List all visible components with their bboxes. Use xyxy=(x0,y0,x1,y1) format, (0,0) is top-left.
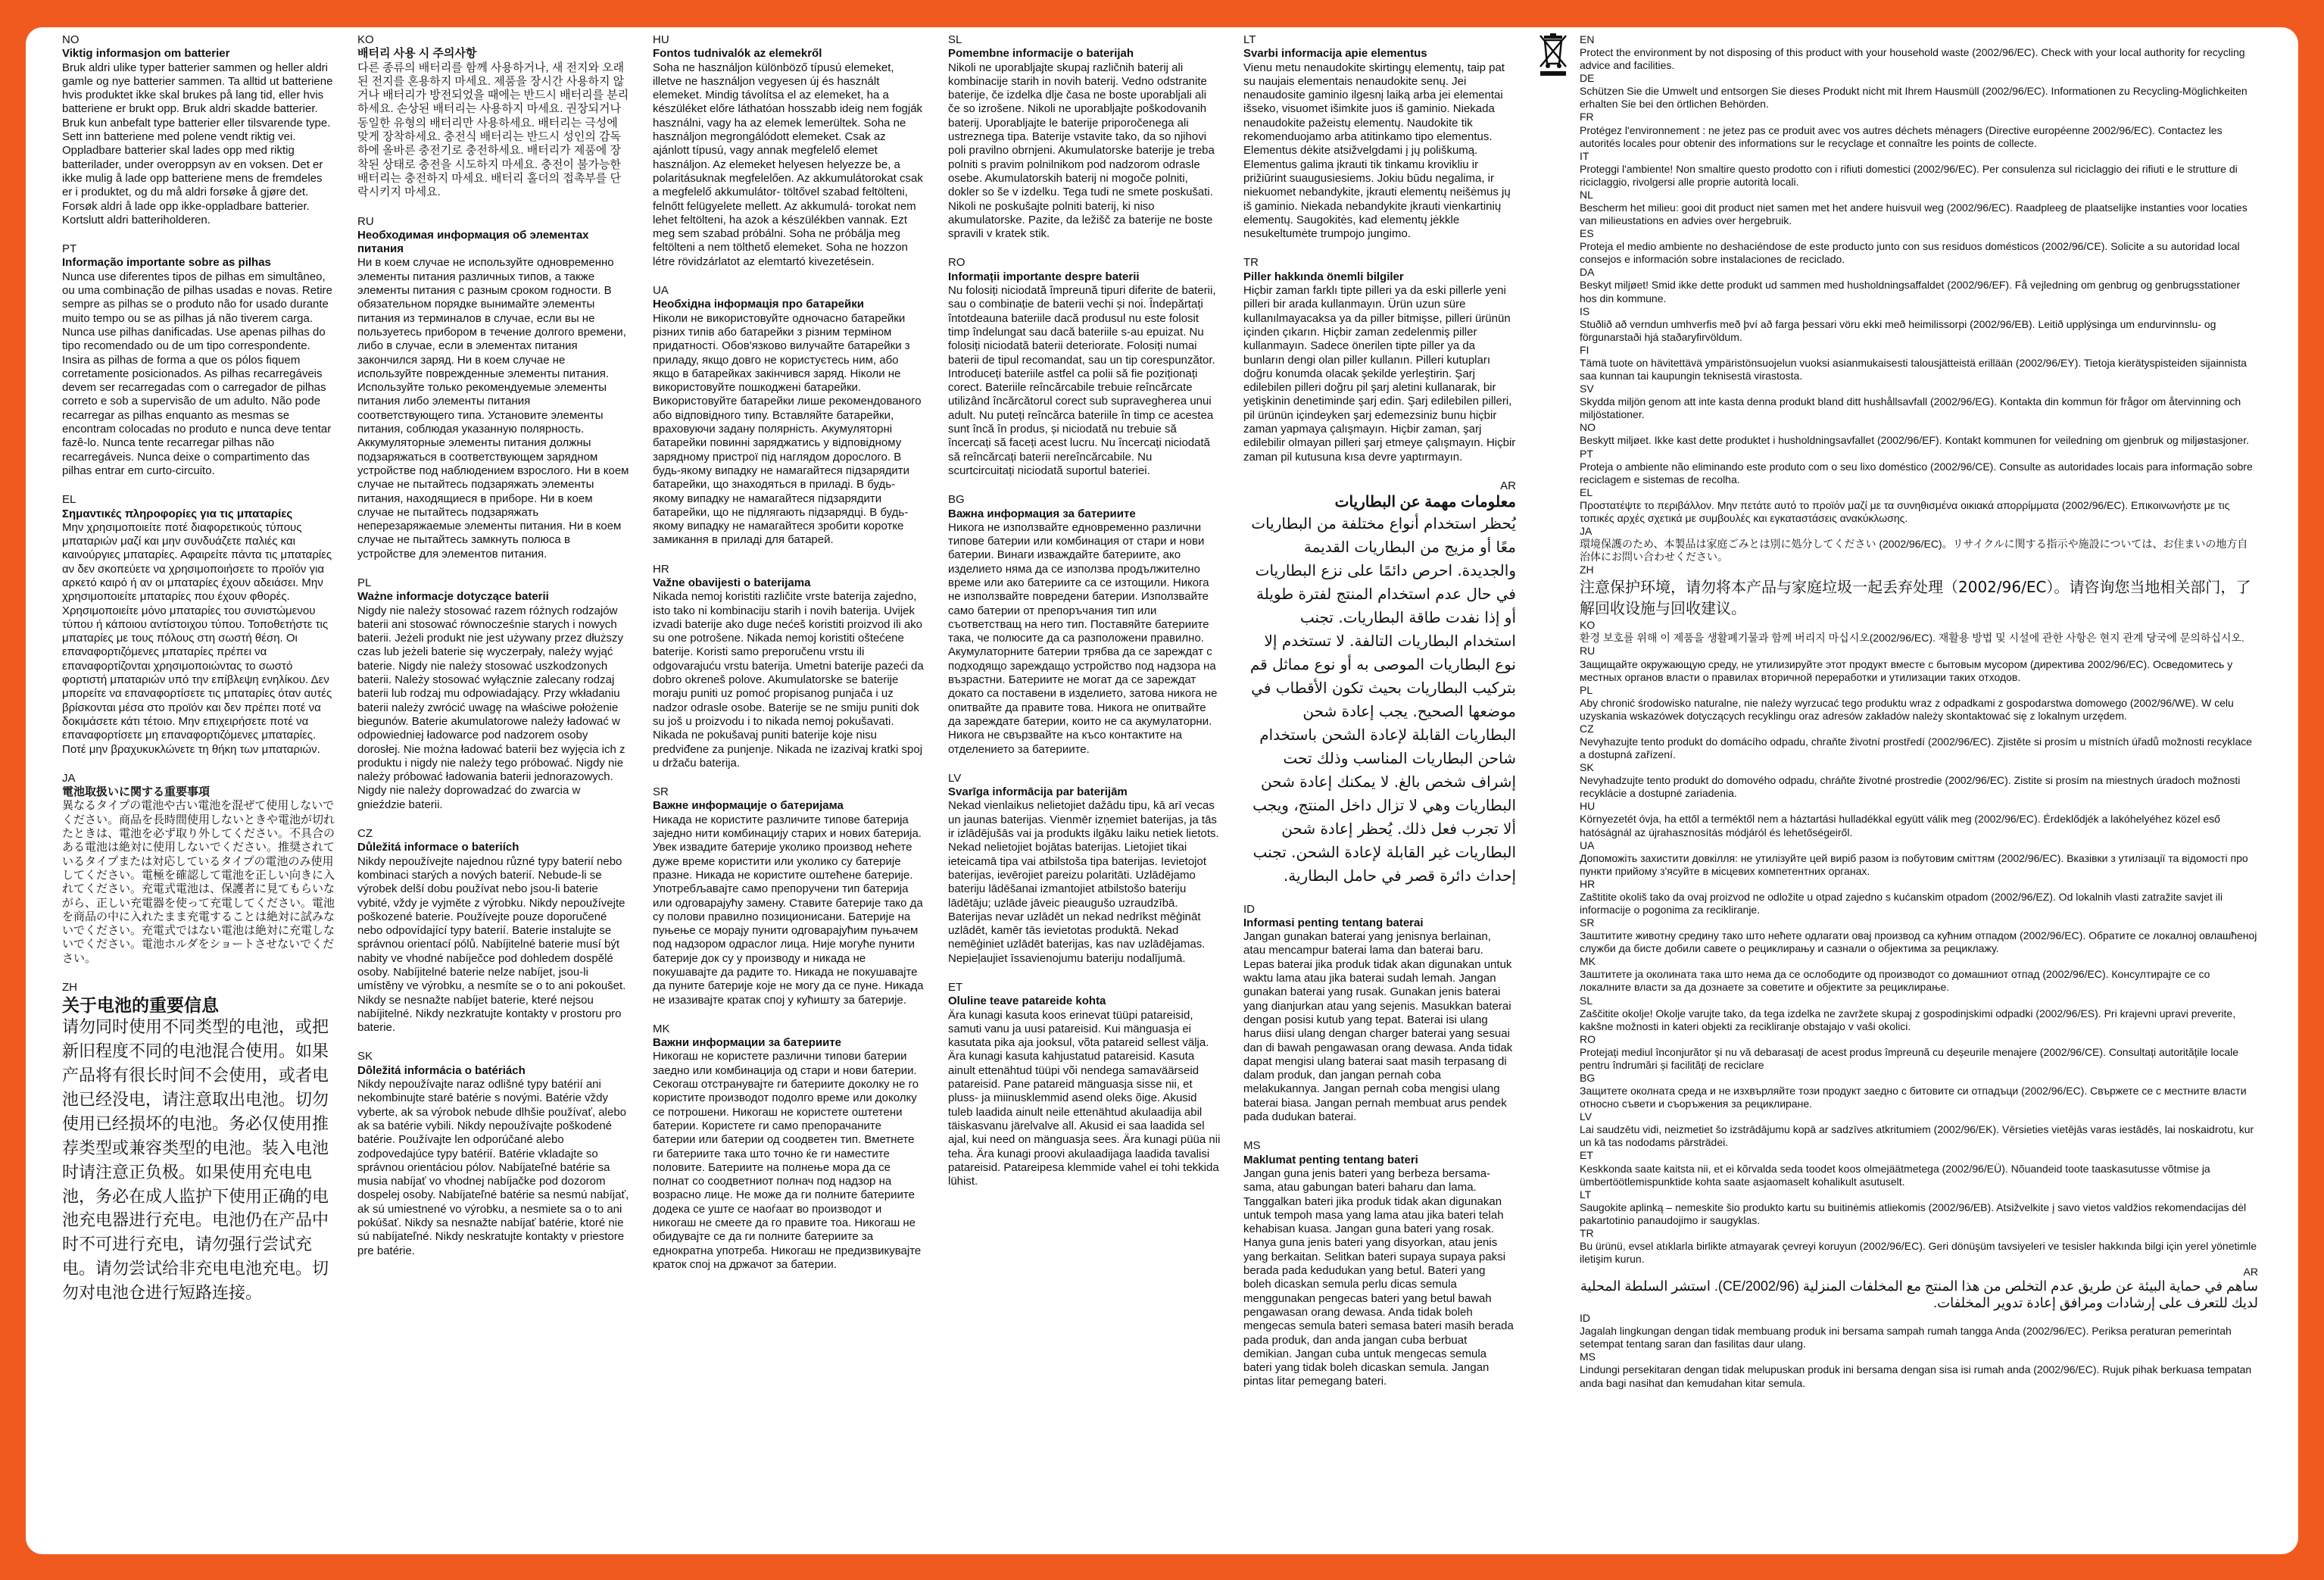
section-heading: Svarbi informacija apie elementus xyxy=(1243,47,1427,61)
recycling-text: 注意保护环境，请勿将本产品与家庭垃圾一起丢弃处理（2002/96/EC）。请咨询您当地相关部门，了解回收设施与回收建议。 xyxy=(1580,578,2251,618)
section-heading: Необхідна інформація про батарейки xyxy=(653,298,864,311)
recycling-notice xyxy=(1580,1227,2258,1266)
section-body: Никогаш не користете различни типови батерии заедно или комбинација од стари и нови батерии. Секогаш отстранувајте ги батериите доколку не го користите производот подолго време или доколку се потрошени. Никогаш не користете оштетени батерии. Користете ги само препорачаните батерии или батерии од соодветен тип. Вметнете ги батериите така што точно ќе ги наместите половите. Батериите на полнење мора да се полнат со соодветниот полнач под надзор на возрасно лице. Не може да ги полните батериите додека се уште се наоѓаат во производот и никогаш не смеете да го правите тоа. Никогаш не обидувајте се да ги полните батериите за еднократна употреба. Никогаш не предизвикувајте краток спој на држачот за батерии. xyxy=(653,1050,922,1271)
recycling-notice xyxy=(1580,189,2258,227)
recycling-text: Zaštitite okoliš tako da ovaj proizvod ne odložite u otpad zajedno s kućanskim otpadom (2002/96/EZ). Od lokalnih vlasti zatražite savjet ili informacije o pogonima za recikliranje. xyxy=(1580,890,2223,916)
section-heading: Důležitá informace o bateriích xyxy=(357,841,519,854)
recycling-text: Nevyhazujte tento produkt do domácího odpadu, chraňte životní prostředí (2002/96/EC). Zjistěte si prosím u místních úřadů možnosti recyklace a dostupná zařízení. xyxy=(1580,735,2252,761)
columns xyxy=(62,33,2280,1548)
section-no xyxy=(62,33,335,227)
recycling-text: Bescherm het milieu: gooi dit product niet samen met het andere huisvuil weg (2002/96/EC). Raadpleeg de plaatselijke instanties voor locaties van milieustations en advies over hergebruik. xyxy=(1580,201,2248,227)
section-body: Nunca use diferentes tipos de pilhas em simultâneo, ou uma combinação de pilhas usadas e novas. Retire sempre as pilhas se o produto não for usado durante muito tempo ou se as pilhas já não tiverem carga. Nunca use pilhas danificadas. Use apenas pilhas do tipo recomendado ou de um tipo correspondente. Insira as pilhas de forma a que os pólos fiquem corretamente posicionados. As pilhas recarregáveis devem ser recarregadas com o carregador de pilhas correto e sob a supervisão de um adulto. Não pode recarregar as pilhas enquanto as mesmas se encontram colocadas no produto e nunca deve tentar fazê-lo. Nunca tente recarregar pilhas não recarregáveis. Nunca deixe o compartimento das pilhas entrar em curto-circuito. xyxy=(62,270,332,477)
section-heading: Informații importante despre baterii xyxy=(948,270,1140,283)
language-code: SV xyxy=(1580,383,1594,395)
section-body: Nekad vienlaikus nelietojiet dažādu tipu, kā arī vecas un jaunas baterijas. Vienmēr izņemiet baterijas, ja tās ir izlādējušās vai ja produkts ilgāku laiku netiek lietots. Nekad nelietojiet bojātas baterijas. Lietojiet tikai ieteicamā tipa vai atbilstoša tipa baterijas. Ievietojot baterijas, ievērojiet pareizu polaritāti. Uzlādējamo bateriju lādēšanai izmantojiet atbilstošo bateriju lādētāju; uzlāde jāveic pieaugušo uzraudzībā. Baterijas nevar uzlādēt un nekad nedrīkst mēģināt uzlādēt, kamēr tās ievietotas produktā. Nekad nemēģiniet uzlādēt baterijas, kas nav uzlādējamas. Nepieļaujiet īssavienojumu bateriju nodalījumā. xyxy=(948,799,1219,965)
language-code: TR xyxy=(1243,256,1259,270)
section-body: Jangan guna jenis bateri yang berbeza bersama-sama, atau gabungan bateri baharu dan lama. Tanggalkan bateri jika produk tidak akan digunakan untuk tempoh masa yang lama atau jika bateri telah kehabisan kuasa. Jangan guna bateri yang rosak. Hanya guna jenis bateri yang disyorkan, atau jenis yang berkaitan. Selitkan bateri supaya supaya paksi berada pada kedudukan yang betul. Bateri yang boleh dicaskan semula perlu dicas semula menggunakan pengecas bateri yang betul bawah pengawasan orang dewasa. Anda tidak boleh mengecas semula bateri semasa bateri masih berada pada produk, dan anda jangan cuba berbuat demikian. Jangan cuba untuk mengecas semula bateri yang tidak boleh dicaskan semula. Jangan pintas litar pemegang bateri. xyxy=(1243,1166,1514,1388)
language-code: IS xyxy=(1580,304,1590,317)
language-code: ES xyxy=(1580,227,1594,240)
section-heading: Важна информация за батериите xyxy=(948,507,1136,520)
recycling-text: Schützen Sie die Umwelt und entsorgen Sie dieses Produkt nicht mit Ihrem Hausmüll (2002/96/EC). Informationen zu Recycling-Möglichkeiten erhalten Sie bei den örtlichen Behörden. xyxy=(1580,85,2248,111)
recycling-text: Aby chronić środowisko naturalne, nie należy wyrzucać tego produktu wraz z odpadkami z gospodarstwa domowego (2002/96/WE). W celu uzyskania wskazówek dotyczących recyklingu oraz adresów zakładów należy skontaktować się z lokalnym urzędem. xyxy=(1580,696,2234,722)
section-mk xyxy=(653,1023,925,1272)
recycling-text: Защищайте окружающую среду, не утилизируйте этот продукт вместе с бытовым мусором (директива 2002/96/EC). Осведомитесь у местных органов власти о правилах вторичной переработки и утилизации таких отходов. xyxy=(1580,657,2233,683)
language-code: KO xyxy=(1580,619,1596,632)
language-code: BG xyxy=(948,493,965,507)
section-body: Никога не използвайте едновременно различни типове батерии или комбинация от стари и нови батерии. Винаги изваждайте батериите, ако изделието няма да се използва продължително време или ако батериите са се изтощили. Никога не използвайте повредени батерии. Използвайте само батерии от препоръчания тип или съответстващ на него тип. Поставяйте батериите така, че полюсите да са разположени правилно. Акумулаторните батерии трябва да се зареждат с подходящо зареждащо устройство под надзора на възрастни. Батериите не могат да се зареждат докато са поставени в изделието, затова никога не опитвайте да правите това. Никога не опитвайте да зареждате батерии, които не са акумулаторни. Никога не свързвайте на късо контактите на отделението за батериите. xyxy=(948,520,1218,756)
section-heading: Informação importante sobre as pilhas xyxy=(62,256,271,270)
section-lv xyxy=(948,772,1221,966)
recycling-text: Заштитете ја околината така што нема да се ослободите од производот со домашниот отпад (2002/96/EC). Консултирајте се со локалните власти за да дознаете за советите и објектите за рециклирање. xyxy=(1580,968,2210,994)
section-heading: Oluline teave patareide kohta xyxy=(948,995,1106,1008)
column-3 xyxy=(653,33,925,1548)
recycling-text: Beskytt miljøet. Ikke kast dette produktet i husholdningsavfallet (2002/96/EF). Kontakt kommunen for veiledning om gjenbruk og miljøstasjoner. xyxy=(1580,434,2249,447)
language-code: ID xyxy=(1243,902,1255,916)
section-heading: 배터리 사용 시 주의사항 xyxy=(357,47,477,61)
recycling-text: Nevyhadzujte tento produkt do domového odpadu, chráňte životné prostredie (2002/96/EC). Zistite si prosím na miestnych úradoch možnosti recyklácie a dostupné zariadenia. xyxy=(1580,774,2241,800)
section-ms xyxy=(1243,1139,1516,1388)
recycling-notice xyxy=(1580,150,2258,189)
section-body: Hiçbir zaman farklı tipte pilleri ya da eski pillerle yeni pilleri bir arada kullanmayın. Ürün uzun süre kullanılmayacaksa ya da piller bitmişse, pilleri ürünün içinden çıkarın. Hiçbir zaman zedelenmiş piller kullanmayın. Sadece önerilen tipte piller ya da bunların dengi olan piller kullanın. Pilleri kutupları doğru konumda olacak şekilde yerleştirin. Şarj edilebilen pilleri doğru pil şarj aletini kullanarak, bir yetişkinin denetiminde şarj edin. Şarj edilebilen pilleri, pil ürünün içindeyken şarj edemezsiniz bunu hiçbir zaman yapmaya çalışmayın. Hiçbir zaman, şarj edilebilir olmayan pilleri şarj etmeye çalışmayın. Hiçbir zaman pil kutusuna kısa devre yaptırmayın. xyxy=(1243,284,1516,464)
section-cz xyxy=(357,827,630,1035)
language-code: RO xyxy=(1580,1032,1596,1045)
recycling-notice xyxy=(1580,1110,2258,1149)
environment-block xyxy=(1539,33,2258,1390)
language-code: PT xyxy=(1580,447,1593,460)
recycling-text: 환경 보호를 위해 이 제품을 생활폐기물과 함께 버리지 마십시오(2002/96/EC). 재활용 방법 및 시설에 관한 사항은 현지 관계 당국에 문의하십시오. xyxy=(1580,632,2244,645)
recycling-notice xyxy=(1580,344,2258,383)
recycling-notice xyxy=(1580,1188,2258,1227)
section-body: Ніколи не використовуйте одночасно батарейки різних типів або батарейки з різним терміном придатності. Обов'язково вилучайте батарейки з приладу, якщо довго не користуєтесь ним, або якщо в батарейках закінчився заряд. Ніколи не використовуйте пошкоджені батарейки. Використовуйте батарейки лише рекомендованого або відповідного типу. Вставляйте батарейки, враховуючи задану полярність. Акумуляторні батарейки повинні заряджатись у відповідному зарядному пристрої під наглядом дорослого. В будь-якому випадку не намагайтеся підзарядити батарейки, що знаходяться в приладі. В будь-якому випадку не намагайтеся підзарядити батарейки, що не підлягають підзарядці. В будь-якому випадку не намагайтеся зробити коротке замикання в приладі для батарей. xyxy=(653,311,922,547)
recycling-notice xyxy=(1580,619,2258,645)
recycling-notice xyxy=(1580,723,2258,761)
section-heading: Piller hakkında önemli bilgiler xyxy=(1243,270,1404,283)
recycling-notice xyxy=(1580,955,2258,994)
language-code: AR xyxy=(2243,1266,2258,1279)
recycling-text: Jagalah lingkungan dengan tidak membuang produk ini bersama sampah rumah tangga Anda (2002/96/EC). Periksa peraturan pemerintah setempat tentang saran dan fasilitas daur ulang. xyxy=(1580,1325,2232,1350)
language-code: EL xyxy=(62,493,76,507)
recycling-notice xyxy=(1580,525,2258,564)
language-code: RU xyxy=(1580,645,1596,657)
language-code: ZH xyxy=(62,981,77,994)
recycling-text: Keskkonda saate kaitsta nii, et ei kõrvalda seda toodet koos olmejäätmetega (2002/96/EÜ). Nõuandeid toote taaskasutusse võtmise ja ümbertöötlemispunktide kohta saate asjaomaselt kohalikult asutuselt. xyxy=(1580,1162,2210,1188)
recycling-notice xyxy=(1580,383,2258,421)
section-body: 다른 종류의 배터리를 함께 사용하거나, 새 전지와 오래된 전지를 혼용하지 마세요. 제품을 장시간 사용하지 않거나 배터리가 방전되었을 때에는 반드시 배터리를 분리하세요. 손상된 배터리는 사용하지 마세요. 권장되거나 동일한 유형의 배터리만 사용하세요. 배터리는 극성에 맞게 장착하세요. 충전식 배터리는 반드시 성인의 감독 하에 올바른 충전기로 충전하세요. 배터리가 제품에 장착된 상태로 충전을 시도하지 마세요. 충전이 불가능한 배터리는 충전하지 마세요. 배터리 홀더의 접촉부를 단락시키지 마세요. xyxy=(357,61,629,199)
section-hr xyxy=(653,563,925,770)
language-code: PL xyxy=(357,576,372,589)
section-heading: Важни информации за батериите xyxy=(653,1036,842,1050)
recycling-text: 環境保護のため、本製品は家庭ごみとは別に処分してください (2002/96/EC)。リサイクルに関する指示や施設については、お住まいの地方自治体にお問い合わせください。 xyxy=(1580,538,2248,564)
section-heading: Maklumat penting tentang bateri xyxy=(1243,1153,1418,1166)
recycling-notice xyxy=(1580,1033,2258,1072)
section-heading: Svarīga informācija par baterijām xyxy=(948,785,1128,799)
language-code: NO xyxy=(1580,421,1596,434)
recycling-text: Bu ürünü, evsel atıklarla birlikte atmayarak çevreyi koruyun (2002/96/EC). Geri dönüşüm tavsiyeleri ve tesisler hakkında bilgi için yerel yönetimle iletişim kurun. xyxy=(1580,1240,2257,1266)
language-code: EN xyxy=(1580,33,1595,45)
language-code: SR xyxy=(1580,916,1595,929)
recycling-notice xyxy=(1580,421,2258,447)
recycling-text: Környezetét óvja, ha ettől a terméktől nem a háztartási hulladékkal együtt válik meg (2002/96/EC). Érdeklődjék a lakóhelyéhez közel eső hatóságnál az újrahasznosítás módjáról és lehetőségeiről. xyxy=(1580,813,2220,838)
column-2 xyxy=(357,33,630,1548)
section-zh xyxy=(62,981,335,1306)
recycling-notice xyxy=(1580,1149,2258,1188)
language-code: NL xyxy=(1580,188,1593,201)
language-code: RO xyxy=(948,256,965,270)
language-code: SK xyxy=(357,1050,373,1063)
recycling-notice xyxy=(1580,72,2258,111)
language-code: AR xyxy=(1500,479,1516,492)
section-heading: Σημαντικές πληροφορίες για τις μπαταρίες xyxy=(62,507,293,520)
language-code: ET xyxy=(1580,1149,1593,1162)
section-heading: 電池取扱いに関する重要事項 xyxy=(62,785,211,799)
recycling-text: Stuðlið að verndun umhverfis með því að farga þessari vöru ekki með heimilissorpi (2002/96/EB). Leitið upplýsinga um endurvinnslu- og förgunarstaði hjá staðaryfirvöldum. xyxy=(1580,317,2216,343)
language-code: FR xyxy=(1580,111,1594,123)
section-heading: 关于电池的重要信息 xyxy=(62,995,219,1016)
section-heading: معلومات مهمة عن البطاريات xyxy=(1334,494,1516,511)
section-body: Nikada nemoj koristiti različite vrste baterija zajedno, isto tako ni kombinaciju starih i novih baterija. Uvijek izvadi baterije ako duge nećeš koristiti proizvod ili ako su one potrošene. Nikada nemoj koristiti oštećene baterije. Koristi samo preporučenu vrstu ili odgovarajuću vrstu baterija. Umetni baterije pazeći da dobro okreneš polove. Akumulatorske se baterije moraju puniti uz pomoć propisanog punjača i uz nadzor odrasle osobe. Baterije se ne smiju puniti dok su još u proizvodu i to nikada nemoj pokušavati. Nikada ne pokušavaj puniti baterije koje nisu predviđene za punjenje. Nikada ne izazivaj kratki spoj u držaču baterija. xyxy=(653,590,924,770)
section-heading: Важне информације о батеријама xyxy=(653,799,844,813)
language-code: SK xyxy=(1580,761,1594,774)
section-body: Jangan gunakan baterai yang jenisnya berlainan, atau mencampur baterai lama dan baterai baru. Lepas baterai jika produk tidak akan digunakan untuk waktu lama atau jika baterai sudah lemah. Jangan gunakan baterai yang rusak. Gunakan jenis baterai yang dianjurkan atau yang sejenis. Masukkan baterai dengan posisi kutub yang tepat. Baterai isi ulang harus diisi ulang dengan charger baterai yang sesuai dan di bawah pengawasan orang dewasa. Anda tidak dapat mengisi ulang baterai saat masih terpasang di dalam produk, dan jangan pernah coba melakukannya. Jangan pernah coba mengisi ulang baterai biasa. Jangan pernah membuat arus pendek pada dudukan baterai. xyxy=(1243,930,1513,1124)
language-code: EL xyxy=(1580,486,1593,498)
language-code: DE xyxy=(1580,72,1595,85)
language-code: ID xyxy=(1580,1312,1590,1325)
section-heading: Pomembne informacije o baterijah xyxy=(948,47,1134,61)
section-sk xyxy=(357,1050,630,1257)
section-ar xyxy=(1243,479,1516,888)
section-body: Vienu metu nenaudokite skirtingų elementų, taip pat su naujais elementais nenaudokite senų. Jei nenaudosite gaminio ilgesnį laiką arba jei elementai išseko, visuomet išimkite juos iš gaminio. Niekada nenaudokite pažeistų elementų. Naudokite tik rekomenduojamo arba atitinkamo tipo elementus. Elementus dėkite atsižvelgdami į jų poliškumą. Elementus galima įkrauti tik tinkamu krovikliu ir prižiūrint suaugusiesiems. Jokiu būdu negalima, ir niekuomet nebandykite, įkrauti elementų neišėmus jų iš gaminio. Niekada nebandykite įkrauti vienkartinių elementų. Saugokitės, kad elementų jėkkle nesukeltumėte trumpojo jungimo. xyxy=(1243,61,1511,241)
recycling-text: Lai saudzētu vidi, neizmetiet šo izstrādājumu kopā ar sadzīves atkritumiem (2002/96/EK). Vērsieties vietējās varas iestādēs, lai noskaidrotu, kur un kā tas nododams pārstrādei. xyxy=(1580,1123,2254,1149)
language-code: CZ xyxy=(357,827,373,841)
section-sr xyxy=(653,785,925,1007)
language-code: MK xyxy=(653,1022,670,1035)
recycling-notice xyxy=(1580,995,2258,1033)
section-id xyxy=(1243,903,1516,1125)
language-code: HU xyxy=(1580,800,1596,813)
recycling-notice xyxy=(1580,1312,2258,1350)
section-heading: Dôležitá informácia o batériách xyxy=(357,1063,526,1077)
recycling-notice xyxy=(1580,645,2258,683)
section-body: Ära kunagi kasuta koos erinevat tüüpi patareisid, samuti vanu ja uusi patareisid. Kui mänguasja ei kasutata pika aja jooksul, võta patareid sellest välja. Ära kunagi kasuta kahjustatud patareisid. Kasuta ainult ettenähtud tüüpi või nendega samaväärseid patareisid. Pane patareid mänguasja sisse nii, et pluss- ja miinusklemmid asend oleks õige. Akusid tuleb laadida ainult neile ettenähtud akulaadija abil täiskasvanu järelvalve all. Akusid ei saa laadida sel ajal, kui need on mänguasja sees. Ära kunagi püüa nii teha. Ära kunagi proovi akulaadijaga laadida tavalisi patareisid. Patareipesa klemmide vahel ei tohi tekkida lühist. xyxy=(948,1008,1221,1188)
recycling-text: Proteggi l'ambiente! Non smaltire questo prodotto con i rifiuti domestici (2002/96/EC). Per consulenza sul riciclaggio dei rifiuti e le strutture di riciclaggio, rivolgersi alle proprie autorità locali. xyxy=(1580,162,2238,188)
column-5 xyxy=(1243,33,1516,1548)
section-heading: Необходимая информация об элементах питания xyxy=(357,228,589,256)
recycling-notice xyxy=(1580,266,2258,304)
recycling-text: Заштитите животну средину тако што нећете одлагати овај производ са кућним отпадом (2002/96/EC). Обратите се локалној овлашћеној служби да бисте добили савете о рециклирању и сазнали о објектима за рециклажу. xyxy=(1580,929,2257,955)
recycling-notice xyxy=(1580,916,2258,955)
section-ja xyxy=(62,772,335,966)
recycling-notice xyxy=(1580,486,2258,525)
recycling-text: Saugokite aplinką – nemeskite šio produkto kartu su buitinėmis atliekomis (2002/96/EB). Atsižvelkite į savo vietos valdžios rekomendacijas dėl pakartotinio panaudojimo ir saugyklas. xyxy=(1580,1201,2247,1226)
language-code: FI xyxy=(1580,343,1589,356)
section-body: Nikdy nepoužívajte naraz odlišné typy batérií ani nekombinujte staré batérie s novými. Batérie vždy vyberte, ak sa výrobok nebude dlhšie používať, alebo ak sa batérie vybili. Nikdy nepoužívajte poškodené batérie. Používajte len odporúčané alebo zodpovedajúce typy batérií. Batérie vkladajte so správnou orientáciou pólov. Nabíjateľné batérie sa musia nabíjať vo vhodnej nabíjačke pod dozorom dospelej osoby. Nabíjateľné batérie sa nesmú nabíjať, ak sú umiestnené vo výrobku, a nesmiete sa o to ani pokúšať. Nikdy sa nesnažte nabíjať batérie, ktoré nie sú nabíjateľné. Nikdy neskratujte kontakty v priestore pre batérie. xyxy=(357,1078,629,1257)
recycling-text: Προστατέψτε το περιβάλλον. Μην πετάτε αυτό το προϊόν μαζί με τα συνηθισμένα οικιακά απορρίμματα (2002/96/EC). Επικοινωνήστε με τις τοπικές αρχές σχετικά με συμβουλές και εγκαταστάσεις ανακύκλωσης. xyxy=(1580,498,2230,524)
recycling-notice xyxy=(1580,839,2258,878)
language-code: UA xyxy=(1580,838,1595,851)
language-code: LV xyxy=(948,771,962,785)
recycling-text: Protégez l'environnement : ne jetez pas ce produit avec vos autres déchets ménagers (Directive européenne 2002/96/EC). Contactez les autorités locales pour obtenir des informations sur le recyclage et connaître les points de collecte. xyxy=(1580,123,2223,149)
language-code: LV xyxy=(1580,1110,1592,1123)
recycling-notice xyxy=(1580,878,2258,916)
recycling-notice xyxy=(1580,33,2258,72)
language-code: IT xyxy=(1580,149,1589,162)
language-code: RU xyxy=(357,214,374,228)
recycling-notice xyxy=(1580,305,2258,344)
section-el xyxy=(62,493,335,757)
crossed-out-wheelie-bin-icon xyxy=(1539,33,1569,1390)
section-heading: Fontos tudnivalók az elemekről xyxy=(653,47,822,61)
recycling-notice xyxy=(1580,448,2258,486)
language-code: JA xyxy=(1580,524,1592,537)
section-ko xyxy=(357,33,630,200)
recycling-text: Protejați mediul înconjurător și nu vă debarasați de acest produs împreună cu deșeurile menajere (2002/96/CE). Consultați autoritățile locale pentru îndrumări și facilități de reciclare xyxy=(1580,1045,2239,1071)
language-code: CZ xyxy=(1580,722,1594,735)
language-code: KO xyxy=(357,33,374,46)
recycling-notice-list xyxy=(1580,33,2258,1390)
section-et xyxy=(948,981,1221,1188)
recycling-notice xyxy=(1580,111,2258,149)
section-lt xyxy=(1243,33,1516,241)
recycling-text: ساهم في حماية البيئة عن طريق عدم التخلص من هذا المنتج مع المخلفات المنزلية (CE/2002/96). استشر السلطة المحلية لديك للتعرف على إرشادات ومرافق إعادة تدوير المخلفات. xyxy=(1580,1279,2258,1311)
recycling-notice xyxy=(1580,800,2258,838)
recycling-text: Proteja el medio ambiente no deshaciéndose de este producto junto con sus residuos domésticos (2002/96/CE). Solicite a su autoridad local consejos e información sobre instalaciones de reciclado. xyxy=(1580,240,2240,266)
language-code: PL xyxy=(1580,683,1593,696)
section-body: Nigdy nie należy stosować razem różnych rodzajów baterii ani stosować równocześnie starych i nowych baterii. Jeżeli produkt nie jest używany przez dłuższy czas lub jeżeli baterie się wyczerpały, należy wyjąć baterie. Nigdy nie należy stosować uszkodzonych baterii. Należy stosować wyłącznie zalecany rodzaj baterii lub rodzaj mu odpowiadający. Przy wkładaniu baterii należy zwrócić uwagę na właściwe położenie biegunów. Baterie akumulatorowe należy ładować w odpowiedniej ładowarce pod nadzorem osoby dorosłej. Nie można ładować baterii bez wyjęcia ich z produktu i nigdy nie należy tego próbować. Nigdy nie należy próbować ładowania baterii jednorazowych. Nigdy nie należy doprowadzać do zwarcia w gnieździe baterii. xyxy=(357,604,625,811)
section-body: 異なるタイプの電池や古い電池を混ぜて使用しないでください。商品を長時間使用しないときや電池が切れたときは、電池を必ず取り外してください。不具合のある電池は絶対に使用しないでください。推奨されているタイプまたは対応しているタイプの電池のみ使用してください。電極を確認して電池を正しい向きに入れてください。充電式電池は、保護者に見てもらいながら、正しい充電器を使って充電してください。電池を商品の中に入れたまま充電することは絶対に試みないでください。充電式ではない電池は絶対に充電しないでください。電池ホルダをショートさせないでください。 xyxy=(62,799,335,965)
section-tr xyxy=(1243,256,1516,464)
recycling-notice xyxy=(1580,1266,2258,1312)
section-body: Μην χρησιμοποιείτε ποτέ διαφορετικούς τύπους μπαταριών μαζί και μην συνδυάζετε παλιές και καινούργιες μπαταρίες. Αφαιρείτε πάντα τις μπαταρίες αν δεν σκοπεύετε να χρησιμοποιήσετε το προϊόν για αρκετό καιρό ή αν οι μπαταρίες έχουν αδειάσει. Μην χρησιμοποιείτε μπαταρίες που έχουν φθορές. Χρησιμοποιείτε μόνο μπαταρίες του συνιστώμενου τύπου ή κάποιου αντίστοιχου τύπου. Τοποθετήστε τις μπαταρίες με τους πόλους στη σωστή θέση. Οι επαναφορτιζόμενες μπαταρίες πρέπει να επαναφορτίζονται χρησιμοποιώντας το σωστό φορτιστή μπαταριών υπό την επίβλεψη ενηλίκου. Δεν μπορείτε να επαναφορτίσετε τις μπαταρίες όταν αυτές βρίσκονται μέσα στο προϊόν και δεν πρέπει ποτέ να δοκιμάσετε κάτι τέτοιο. Μην επιχειρήσετε ποτέ να επαναφορτίσετε μη επαναφορτιζόμενες μπαταρίες. Ποτέ μην βραχυκυκλώνετε τη θήκη των μπαταριών. xyxy=(62,520,332,756)
recycling-text: Lindungi persekitaran dengan tidak melupuskan produk ini bersama dengan sisa isi rumah anda (2002/96/EC). Rujuk pihak berkuasa tempatan anda bagi nasihat dan kemudahan kitar semula. xyxy=(1580,1363,2252,1389)
language-code: SL xyxy=(1580,994,1593,1007)
language-code: HR xyxy=(653,562,669,576)
section-body: 请勿同时使用不同类型的电池，或把新旧程度不同的电池混合使用。如果产品将有很长时间不会使用，或者电池已经没电，请注意取出电池。切勿使用已经损坏的电池。务必仅使用推荐类型或兼容类型的电池。装入电池时请注意正负极。如果使用充电电池，务必在成人监护下使用正确的电池充电器进行充电。电池仍在产品中时不可进行充电，请勿强行尝试充电。请勿尝试给非充电电池充电。切勿对电池仓进行短路连接。 xyxy=(62,1018,329,1304)
recycling-notice xyxy=(1580,1350,2258,1389)
recycling-notice xyxy=(1580,227,2258,266)
section-ro xyxy=(948,256,1221,478)
language-code: JA xyxy=(62,771,76,785)
section-pl xyxy=(357,576,630,812)
language-code: HU xyxy=(653,33,669,46)
section-body: Ни в коем случае не используйте одновременно элементы питания различных типов, а также элементы питания с разным сроком годности. В обязательном порядке вынимайте элементы питания из терминалов в случае, если вы не пользуетесь прибором в течение долгого времени, либо в случае, если в элементах питания закончился заряд. Ни в коем случае не используйте поврежденные элементы питания. Используйте только рекомендуемые элементы питания либо элементы питания соответствующего типа. Установите элементы питания, соблюдая указанную полярность. Аккумуляторные элементы питания должны подзаряжаться в соответствующем зарядном устройстве под наблюдением взрослого. Ни в коем случае не пытайтесь подзаряжать элементы питания, находящиеся в приборе. Ни в коем случае не пытайтесь подзаряжать неперезаряжаемые элементы питания. Ни в коем случае не пытайтесь замкнуть полюса в устройстве для элементов питания. xyxy=(357,256,629,560)
section-body: Bruk aldri ulike typer batterier sammen og heller aldri gamle og nye batterier sammen. Ta alltid ut batteriene hvis produktet ikke skal brukes på lang tid, eller hvis batteriene er brukt opp. Bruk aldri skadde batterier. Bruk kun anbefalt type batterier eller tilsvarende type. Sett inn batteriene med polene vendt riktig vei. Oppladbare batterier skal lades opp med riktig batterilader, under overoppsyn av en voksen. Det er ikke mulig å lade opp batteriene mens de fremdeles er i produktet, og du må aldri forsøke å gjøre det. Forsøk aldri å lade opp ikke-oppladbare batterier. Kortslutt aldri batteriholderen. xyxy=(62,61,333,226)
recycling-text: Допоможіть захистити довкілля: не утилізуйте цей виріб разом із побутовим сміттям (2002/96/EC). Вказівки з утилізації та відомості про пункти прийому з'ясуйте в місцевих компетентних органах. xyxy=(1580,851,2248,877)
language-code: LT xyxy=(1243,33,1256,46)
language-code: MS xyxy=(1243,1139,1261,1153)
column-4 xyxy=(948,33,1221,1548)
section-body: Nikoli ne uporabljajte skupaj različnih baterij ali kombinacije starih in novih baterij. Vedno odstranite baterije, če izdelka dlje časa ne boste uporabljali ali če so izrošene. Nikoli ne uporabljajte poškodovanih baterij. Uporabljajte le baterije priporočenega ali ustreznega tipa. Baterije vstavite tako, da so njihovi poli pravilno obrnjeni. Akumulatorske baterije je treba polniti s pravim polnilnikom pod nadzorom odrasle osebe. Akumulatorskih baterij ni mogoče polniti, dokler so še v izdelku. Tega tudi ne smete poskušati. Nikoli ne poskušajte polniti baterij, ki niso akumulatorske. Pazite, da ležišč za baterije ne boste spravili v kratek stik. xyxy=(948,61,1215,241)
section-body: Soha ne használjon különböző típusú elemeket, illetve ne használjon vegyesen új és használt elemeket. Mindig távolítsa el az elemeket, ha a készüléket előre láthatóan hosszabb ideig nem fogják használni, vagy ha az elemek lemerültek. Soha ne használjon megrongálódott elemeket. Csak az ajánlott típusú, vagy annak megfelelő elemet használjon. Az elemeket helyesen helyezze be, a polaritásuknak megfelelően. Az akkumulátorokat csak a megfelelő akkumulátor- töltővel szabad feltölteni, felnőtt felügyelete mellett. Az akkumulá- torokat nem lehet feltölteni, ha azok a készülékben vannak. Ezt meg sem szabad próbálni. Soha ne próbálja meg feltölteni a nem tölthető elemeket. Soha ne hozzon létre rövidzárlatot az elemtartó kivezetésein. xyxy=(653,61,923,268)
column-1 xyxy=(62,33,335,1548)
recycling-text: Protect the environment by not disposing of this product with your household waste (2002/96/EC). Check with your local authority for recycling advice and facilities. xyxy=(1580,46,2245,72)
section-sl xyxy=(948,33,1221,241)
recycling-notice xyxy=(1580,564,2258,619)
section-heading: Ważne informacje dotyczące baterii xyxy=(357,590,549,604)
recycling-notice xyxy=(1580,684,2258,723)
language-code: SL xyxy=(948,33,962,46)
language-code: SR xyxy=(653,785,669,799)
language-code: DA xyxy=(1580,266,1595,279)
language-code: UA xyxy=(653,284,669,298)
language-code: TR xyxy=(1580,1226,1594,1239)
language-code: HR xyxy=(1580,877,1596,890)
section-hu xyxy=(653,33,925,269)
language-code: LT xyxy=(1580,1188,1592,1201)
section-heading: Važne obavijesti o baterijama xyxy=(653,576,811,589)
language-code: ZH xyxy=(1580,564,1594,576)
recycling-text: Tämä tuote on hävitettävä ympäristönsuojelun vuoksi asianmukaisesti talousjätteistä erillään (2002/96/EY). Tietoja kierätyspisteiden sijainnista saa kunnan tai kaupungin teknisestä virastosta. xyxy=(1580,356,2247,383)
recycling-notice xyxy=(1580,1072,2258,1110)
section-body: Nu folosiți niciodată împreună tipuri diferite de baterii, sau o combinație de baterii vechi și noi. Îndepărtați întotdeauna bateriile dacă produsul nu este folosit timp îndelungat sau dacă bateriile s-au epuizat. Nu folosiți niciodată baterii deteriorate. Folosiți numai baterii de tipul recomandat, sau un tip corespunzător. Introduceți bateriile astfel ca polii să fie poziționați corect. Bateriile reîncărcabile trebuie reîncărcate utilizând încărcătorul corect sub supravegherea unui adult. Nu puteți reîncărca bateriile în timp ce acestea sunt încă în produs, și niciodată nu trebuie să încercați să faceți acest lucru. Nu încercați niciodată să reîncărcați baterii nereîncărcabile. Nu scurtcircuitați niciodată suportul bateriei. xyxy=(948,284,1216,477)
section-body: Nikdy nepoužívejte najednou různé typy baterií nebo kombinaci starých a nových baterií. Nebude-li se výrobek delší dobu používat nebo jsou-li baterie vybité, vždy je vyjměte z výrobku. Nikdy nepoužívejte poškozené baterie. Používejte pouze doporučené nebo odpovídající typy baterií. Baterie instalujte se správnou orientací pólů. Nabíjitelné baterie musí být nabity ve vhodné nabíječce pod dohledem dospělé osoby. Nabíjitelné baterie nelze nabíjet, jsou-li umístěny ve výrobku, a nesmíte se o to ani pokoušet. Nikdy se nesnažte nabíjet baterie, které nejsou nabíjitelné. Nikdy nezkratujte kontakty v prostoru pro baterie. xyxy=(357,854,626,1035)
language-code: MK xyxy=(1580,955,1596,968)
section-ru xyxy=(357,215,630,561)
language-code: NO xyxy=(62,33,80,46)
section-bg xyxy=(948,493,1221,757)
section-ua xyxy=(653,284,925,548)
recycling-notice xyxy=(1580,761,2258,800)
instruction-sheet xyxy=(26,27,2298,1554)
section-pt xyxy=(62,242,335,478)
language-code: ET xyxy=(948,981,963,994)
recycling-text: Защитете околната среда и не изхвърляйте този продукт заедно с битовите си отпадъци (2002/96/EC). Свържете се с местните власти относно съвети и съоръжения за рециклиране. xyxy=(1580,1085,2247,1110)
language-code: PT xyxy=(62,242,77,256)
section-heading: Informasi penting tentang baterai xyxy=(1243,916,1424,929)
section-body: Никада не користите различите типове батерија заједно нити комбинацију старих и нових батерија. Увек извадите батерије уколико производ нећете дуже време користити или уколико су батерије празне. Никада не користите оштећене батерије. Употребљавајте само препоручени тип батерија или одговарајућу замену. Ставите батерије тако да су полови правилно позиционисани. Батерије на пуњење се морају пунити одговарајућим пуњачем под надзором одраслог лица. Није могуће пунити батерије док су у производу и никада не покушавајте да радите то. Никада не покушавајте да пуните батерије које не могу да се пуне. Никада не изазивајте кратак спој у кућишту за батерије. xyxy=(653,813,924,1007)
section-heading: Viktig informasjon om batterier xyxy=(62,47,230,61)
language-code: BG xyxy=(1580,1072,1596,1085)
recycling-text: Zaščitite okolje! Okolje varujte tako, da tega izdelka ne zavržete skupaj z gospodinjskimi odpadki (2002/96/ES). Pri krajevni upravi preverite, kakšne možnosti in kateri objekti za recikliranje obstajajo v vaši okolici. xyxy=(1580,1007,2236,1032)
language-code: MS xyxy=(1580,1350,1596,1363)
recycling-text: Skydda miljön genom att inte kasta denna produkt bland ditt hushållsavfall (2002/96/EG). Kontakta din kommun för frågor om återvinning och miljöstationer. xyxy=(1580,395,2241,421)
environment-column xyxy=(1539,33,2258,1548)
recycling-text: Proteja o ambiente não eliminando este produto com o seu lixo doméstico (2002/96/CE). Consulte as autoridades locais para informação sobre reciclagem e sistemas de recolha. xyxy=(1580,460,2253,486)
recycling-text: Beskyt miljøet! Smid ikke dette produkt ud sammen med husholdningsaffaldet (2002/96/EF). Få vejledning om genbrug og genbrugsstationer hos din kommune. xyxy=(1580,279,2241,304)
section-body: يُحظر استخدام أنواع مختلفة من البطاريات معًا أو مزيج من البطاريات القديمة والجديدة. احرص دائمًا على نزع البطاريات في حال عدم استخدام المنتج لفترة طويلة أو إذا نفدت طاقة البطاريات. تجنب استخدام البطاريات التالفة. لا تستخدم إلا نوع البطاريات الموصى به أو نوع مماثل قم بتركيب البطاريات بحيث تكون الأقطاب في موضعها الصحيح. يجب إعادة شحن البطاريات القابلة لإعادة الشحن باستخدام شاحن البطاريات المناسب وذلك تحت إشراف شخص بالغ. لا يمكنك إعادة شحن البطاريات وهي لا تزال داخل المنتج، ويجب ألا تجرب فعل ذلك. يُحظر إعادة شحن البطاريات غير القابلة لإعادة الشحن. تجنب إحداث دائرة قصر في حامل البطارية. xyxy=(1249,514,1516,885)
